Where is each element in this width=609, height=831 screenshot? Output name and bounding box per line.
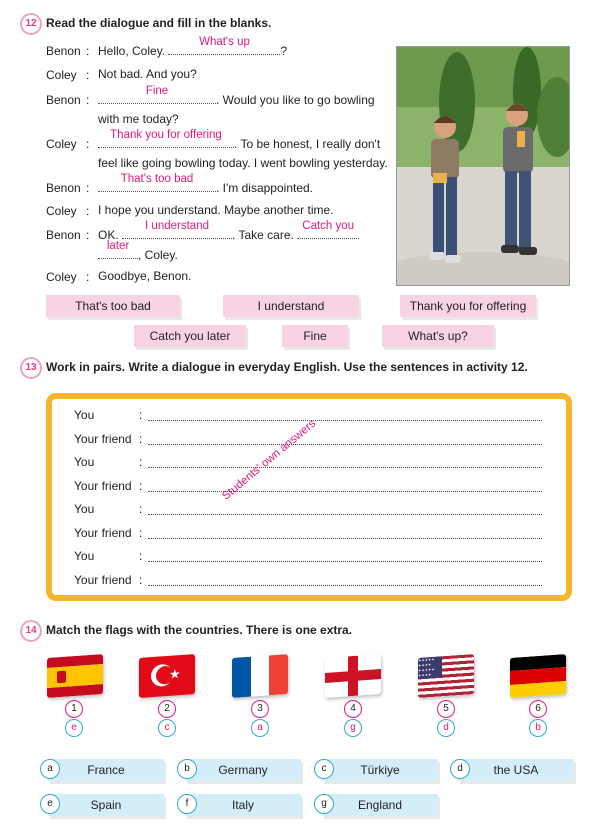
answer-text: Fine (145, 85, 169, 97)
turkiye-flag-icon: ★ (139, 654, 195, 698)
blank (98, 129, 234, 148)
row-label: You (74, 502, 95, 516)
dialogue-line (98, 173, 314, 198)
dialogue-line (98, 240, 178, 265)
dialogue-line (98, 36, 288, 61)
country-name: England (357, 798, 403, 812)
activity-number-13: 13 (20, 357, 42, 379)
colon: : (86, 270, 90, 284)
country-letter: d (450, 759, 470, 779)
answer-text: That's too bad (120, 173, 194, 185)
option-chip: That's too bad (46, 295, 180, 317)
usa-flag-icon: ✦✦✦✦✦ ✦✦✦✦ ✦✦✦✦✦ ✦✦✦✦ (418, 654, 474, 698)
country-option (322, 759, 438, 781)
write-line[interactable] (148, 467, 542, 468)
line-text: Hello, Coley. (98, 44, 166, 58)
dialogue-line: I hope you understand. Maybe another time. (98, 203, 334, 217)
line-text: . Take care. (232, 228, 294, 242)
colon: : (86, 204, 90, 218)
country-letter: a (40, 759, 60, 779)
flag-answer[interactable]: b (529, 719, 547, 737)
colon: : (86, 68, 90, 82)
answer-text: What's up (199, 36, 250, 48)
answer-text: later (106, 240, 130, 252)
write-line[interactable] (148, 538, 542, 539)
country-letter: c (314, 759, 334, 779)
colon: : (86, 137, 90, 151)
blank (122, 220, 232, 239)
activity-number-12: 12 (20, 13, 42, 35)
row-label: You (74, 408, 95, 422)
dialogue-line: Not bad. And you? (98, 67, 197, 81)
speaker-label: Benon (46, 181, 81, 195)
dialogue-line (98, 129, 381, 154)
country-letter: f (177, 794, 197, 814)
line-text: . Would you like to go bowling (216, 93, 375, 107)
germany-flag-icon (510, 654, 566, 698)
blank (297, 220, 359, 239)
country-letter: g (314, 794, 334, 814)
write-line[interactable] (148, 420, 542, 421)
colon: : (139, 526, 143, 540)
activity-number-14: 14 (20, 620, 42, 642)
line-text: . To be honest, I really don't (234, 137, 381, 151)
colon: : (139, 432, 143, 446)
colon: : (139, 455, 143, 469)
write-line[interactable] (148, 585, 542, 586)
flag-number: 4 (344, 700, 362, 718)
activity13-instruction: Work in pairs. Write a dialogue in everyday English. Use the sentences in activity 12. (46, 360, 528, 374)
colon: : (139, 549, 143, 563)
speaker-label: Benon (46, 228, 81, 242)
country-name: France (87, 763, 125, 777)
dialogue-line (98, 85, 375, 110)
country-name: Germany (218, 763, 268, 777)
flag-answer[interactable]: e (65, 719, 83, 737)
colon: : (86, 228, 90, 242)
flag-answer[interactable]: d (437, 719, 455, 737)
blank (168, 36, 280, 55)
photo-two-teenagers (396, 46, 570, 286)
write-line[interactable] (148, 491, 542, 492)
answer-text: Catch you (302, 220, 355, 232)
row-label: You (74, 549, 95, 563)
speaker-label: Coley (46, 270, 77, 284)
line-text: ? (280, 44, 288, 58)
students-own-answers-note: Students' own answers (220, 417, 319, 503)
line-text: . I'm disappointed. (216, 181, 314, 195)
country-name: Spain (90, 798, 122, 812)
speaker-label: Benon (46, 93, 81, 107)
speaker-label: Coley (46, 137, 77, 151)
france-flag-icon (232, 654, 288, 698)
dialogue-line: with me today? (98, 112, 179, 126)
blank (98, 85, 216, 104)
row-label: Your friend (74, 479, 132, 493)
row-label: Your friend (74, 526, 132, 540)
colon: : (86, 93, 90, 107)
blank (98, 173, 216, 192)
country-option (48, 794, 164, 816)
option-chip: Fine (282, 325, 348, 347)
line-text: , Coley. (138, 248, 178, 262)
flag-number: 3 (251, 700, 269, 718)
flag-number: 2 (158, 700, 176, 718)
speaker-label: Coley (46, 204, 77, 218)
country-letter: e (40, 794, 60, 814)
flag-answer[interactable]: a (251, 719, 269, 737)
country-name: the USA (493, 763, 539, 777)
flag-answer[interactable]: g (344, 719, 362, 737)
country-option (48, 759, 164, 781)
country-option (322, 794, 438, 816)
activity14-instruction: Match the flags with the countries. There is one extra. (46, 623, 353, 637)
option-chip: Thank you for offering (400, 295, 536, 317)
country-name: Türkiye (360, 763, 400, 777)
speaker-label: Benon (46, 44, 81, 58)
blank (98, 240, 138, 259)
row-label: Your friend (74, 432, 132, 446)
activity12-instruction: Read the dialogue and fill in the blanks. (46, 16, 272, 30)
option-chip: Catch you later (134, 325, 246, 347)
flag-number: 6 (529, 700, 547, 718)
row-label: You (74, 455, 95, 469)
colon: : (86, 44, 90, 58)
dialogue-line: feel like going bowling today. I went bowling yesterday. (98, 156, 388, 170)
colon: : (139, 573, 143, 587)
country-option (458, 759, 574, 781)
colon: : (139, 502, 143, 516)
answer-text: Thank you for offering (110, 129, 222, 141)
flag-number: 1 (65, 700, 83, 718)
spain-flag-icon (47, 654, 103, 698)
colon: : (139, 479, 143, 493)
option-chip: I understand (223, 295, 359, 317)
country-name: Italy (231, 798, 254, 812)
flag-number: 5 (437, 700, 455, 718)
answer-text: I understand (145, 220, 209, 232)
line-text: OK. (98, 228, 119, 242)
flag-answer[interactable]: c (158, 719, 176, 737)
write-line[interactable] (148, 561, 542, 562)
country-option (185, 759, 301, 781)
photo-illustration (397, 47, 569, 285)
option-chip: What's up? (382, 325, 494, 347)
write-line[interactable] (148, 514, 542, 515)
country-option (185, 794, 301, 816)
country-letter: b (177, 759, 197, 779)
colon: : (86, 181, 90, 195)
england-flag-icon (325, 654, 381, 698)
colon: : (139, 408, 143, 422)
row-label: Your friend (74, 573, 132, 587)
dialogue-line: Goodbye, Benon. (98, 269, 192, 283)
write-line[interactable] (148, 444, 542, 445)
speaker-label: Coley (46, 68, 77, 82)
